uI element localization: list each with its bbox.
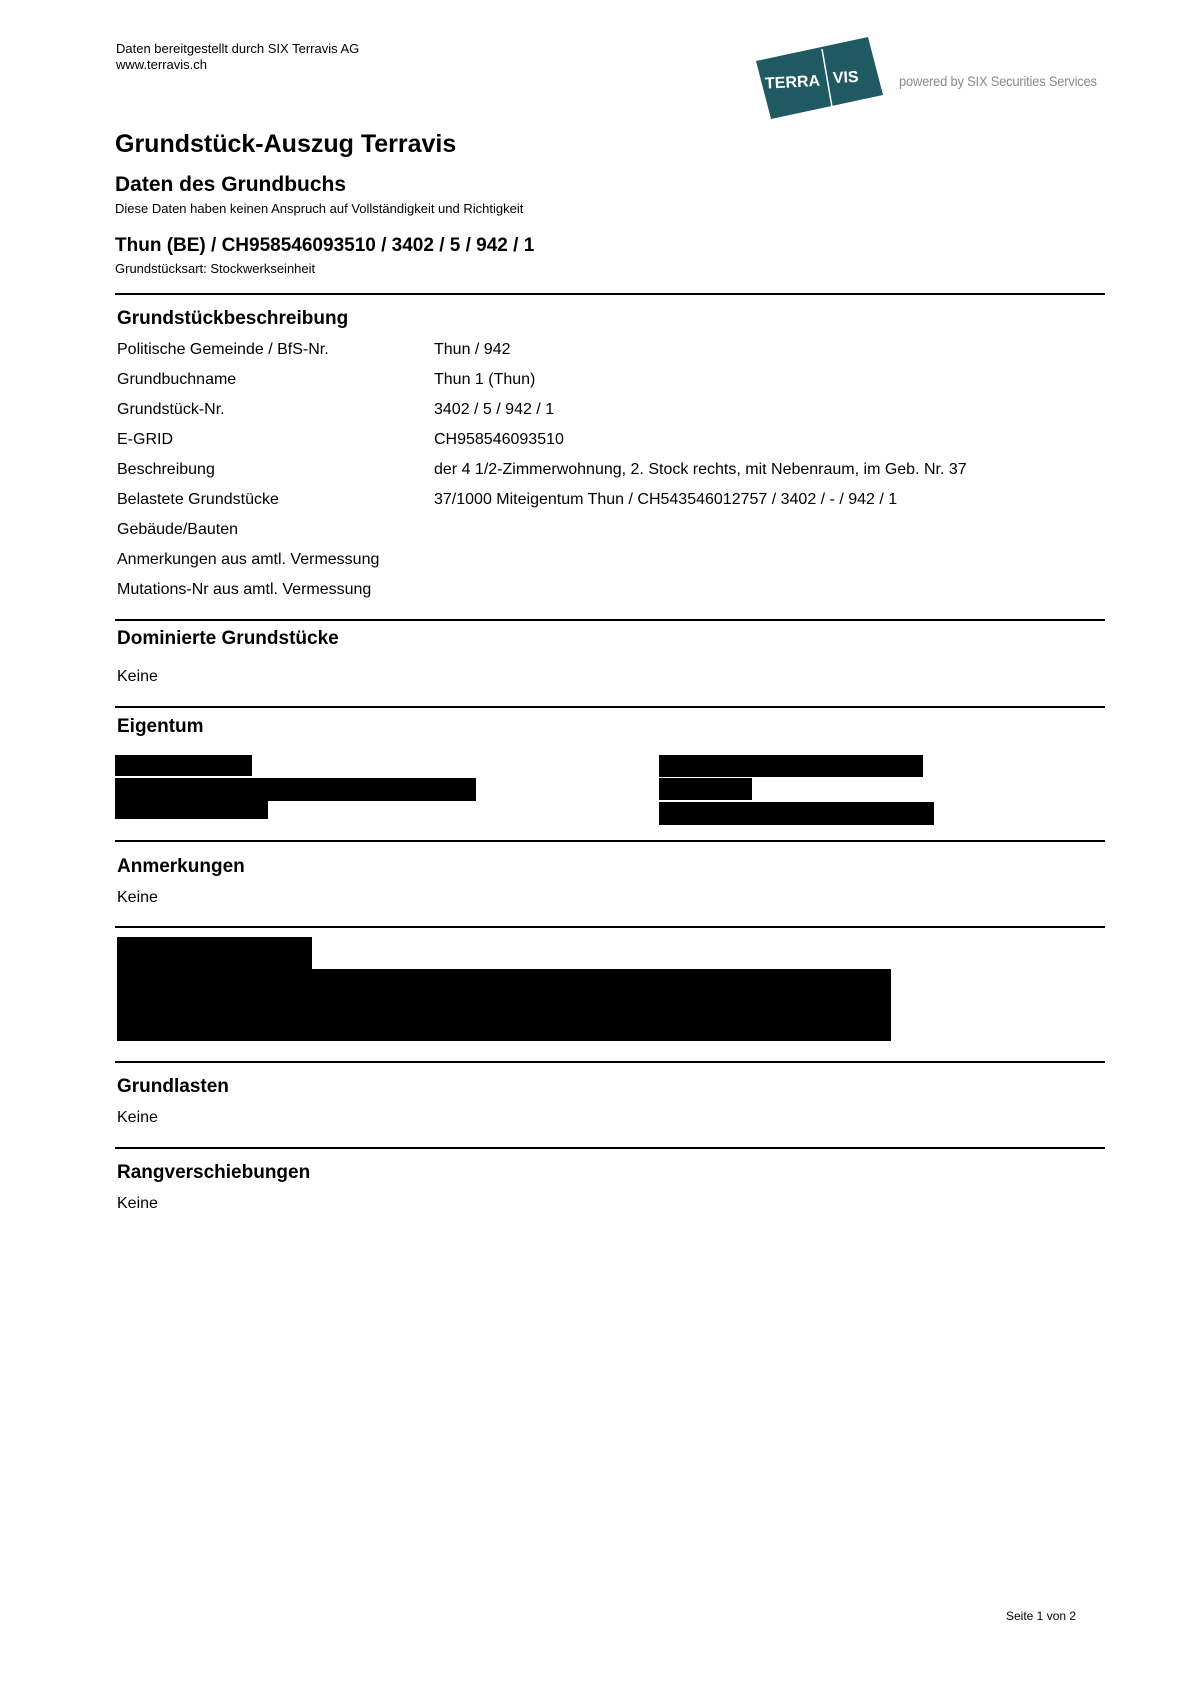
- row-label: E-GRID: [117, 431, 173, 448]
- description-row: [117, 521, 1107, 551]
- redaction-bar: [115, 755, 252, 776]
- redaction-bar: [659, 802, 934, 825]
- row-value: der 4 1/2-Zimmerwohnung, 2. Stock rechts, mit Nebenraum, im Geb. Nr. 37: [434, 461, 967, 478]
- land-charges-title: Grundlasten: [117, 1076, 229, 1097]
- description-row: [117, 581, 1107, 611]
- land-charges-value: Keine: [117, 1109, 158, 1126]
- dominated-title: Dominierte Grundstücke: [117, 628, 339, 649]
- provider-url: www.terravis.ch: [116, 57, 208, 72]
- description-row: [117, 431, 1107, 461]
- divider: [115, 1061, 1105, 1063]
- row-value: CH958546093510: [434, 431, 564, 448]
- page-number: Seite 1 von 2: [1006, 1609, 1077, 1623]
- rank-shifts-value: Keine: [117, 1195, 158, 1212]
- redaction-bar: [117, 969, 891, 1041]
- provider-name: Daten bereitgestellt durch SIX Terravis AG: [116, 41, 360, 56]
- divider: [115, 293, 1105, 295]
- description-title: Grundstückbeschreibung: [117, 308, 349, 329]
- row-value: Thun 1 (Thun): [434, 371, 536, 388]
- disclaimer: Diese Daten haben keinen Anspruch auf Vollständigkeit und Richtigkeit: [115, 201, 524, 216]
- document-subtitle: Daten des Grundbuchs: [115, 173, 347, 196]
- divider: [115, 706, 1105, 708]
- description-row: [117, 401, 1107, 431]
- remarks-value: Keine: [117, 889, 158, 906]
- divider: [115, 1147, 1105, 1149]
- logo-text-left: TERRA: [764, 72, 821, 93]
- dominated-value: Keine: [117, 668, 158, 685]
- redaction-bar: [115, 801, 268, 819]
- row-label: Belastete Grundstücke: [117, 491, 279, 508]
- provider-info: [116, 41, 359, 73]
- row-label: Gebäude/Bauten: [117, 521, 238, 538]
- divider: [115, 926, 1105, 928]
- row-label: Grundbuchname: [117, 371, 237, 388]
- document-title: Grundstück-Auszug Terravis: [115, 130, 457, 158]
- description-row: [117, 461, 1107, 491]
- divider: [115, 619, 1105, 621]
- redaction-bar: [115, 778, 476, 801]
- row-value: Thun / 942: [434, 341, 511, 358]
- logo-text-right: VIS: [832, 68, 860, 88]
- parcel-type: Grundstücksart: Stockwerkseinheit: [115, 261, 316, 276]
- divider: [115, 840, 1105, 842]
- redaction-bar: [659, 755, 923, 777]
- redaction-bar: [117, 937, 312, 971]
- terravis-logo: [756, 37, 883, 119]
- powered-by-text: powered by SIX Securities Services: [899, 73, 1097, 89]
- row-label: Anmerkungen aus amtl. Vermessung: [117, 551, 380, 568]
- parcel-identifier: Thun (BE) / CH958546093510 / 3402 / 5 / 942 / 1: [115, 235, 535, 256]
- row-label: Politische Gemeinde / BfS-Nr.: [117, 341, 329, 358]
- description-row: [117, 371, 1107, 401]
- row-label: Grundstück-Nr.: [117, 401, 225, 418]
- row-value: 3402 / 5 / 942 / 1: [434, 401, 555, 418]
- row-label: Mutations-Nr aus amtl. Vermessung: [117, 581, 372, 598]
- description-row: [117, 491, 1107, 521]
- redaction-bar: [659, 778, 752, 800]
- row-label: Beschreibung: [117, 461, 215, 478]
- ownership-title: Eigentum: [117, 716, 204, 737]
- description-row: [117, 551, 1107, 581]
- row-value: 37/1000 Miteigentum Thun / CH543546012757 / 3402 / - / 942 / 1: [434, 491, 898, 508]
- description-row: [117, 341, 1107, 371]
- rank-shifts-title: Rangverschiebungen: [117, 1162, 311, 1183]
- remarks-title: Anmerkungen: [117, 856, 245, 877]
